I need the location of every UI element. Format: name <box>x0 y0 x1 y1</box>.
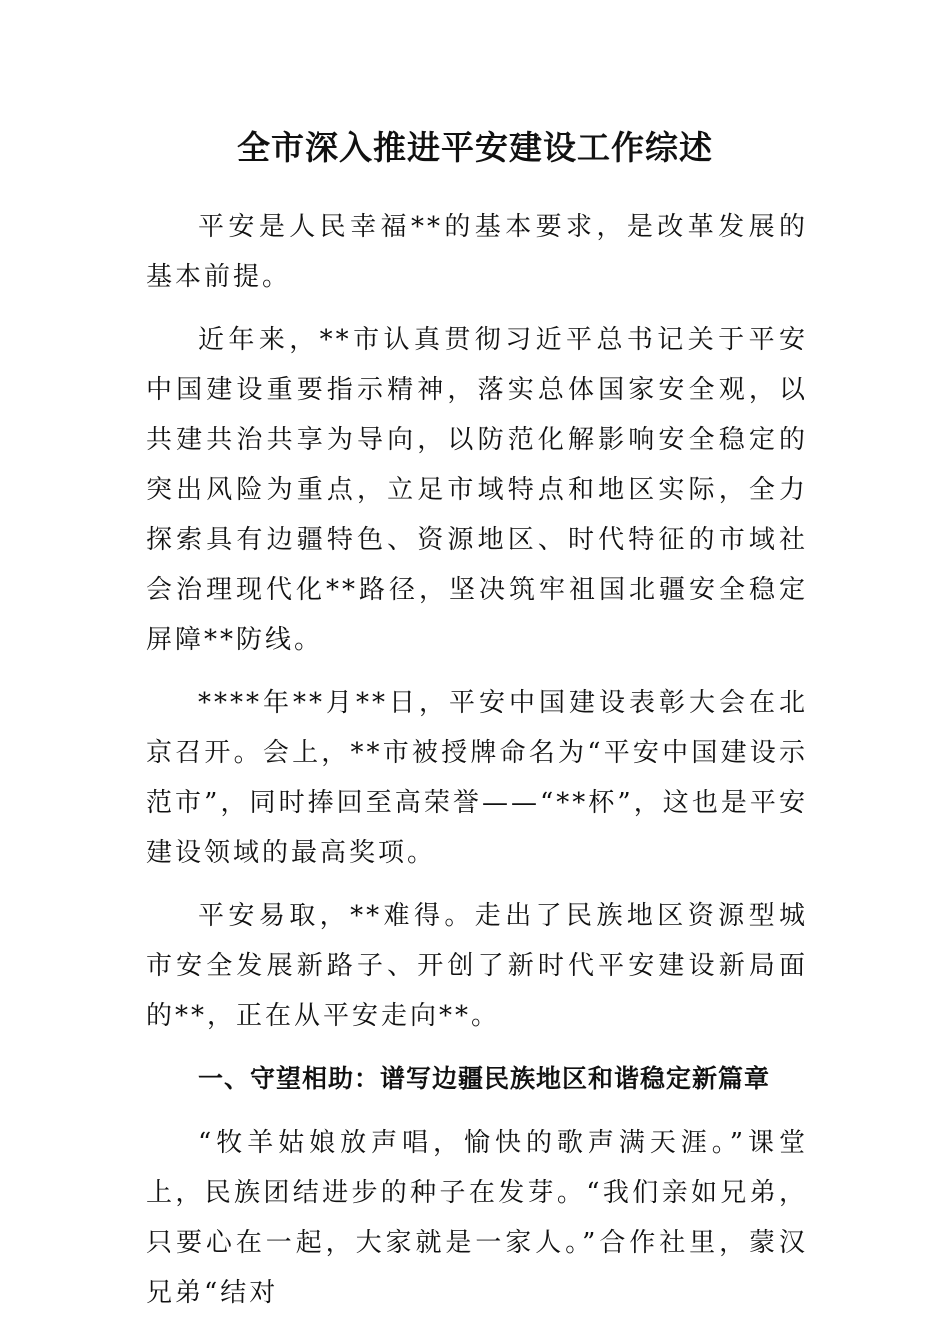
paragraph-summary: 平安易取，**难得。走出了民族地区资源型城市安全发展新路子、开创了新时代平安建设新局面的**，正在从平安走向**。 <box>146 901 808 1031</box>
paragraph-section-one: “牧羊姑娘放声唱，愉快的歌声满天涯。”课堂上，民族团结进步的种子在发芽。“我们亲如兄弟，只要心在一起，大家就是一家人。”合作社里，蒙汉兄弟“结对 <box>146 1128 808 1308</box>
paragraph-award: ****年**月**日，平安中国建设表彰大会在北京召开。会上，**市被授牌命名为“平安中国建设示范市”，同时捧回至高荣誉——“**杯”，这也是平安建设领域的最高奖项。 <box>146 688 808 868</box>
document-title: 全市深入推进平安建设工作综述 <box>237 128 713 167</box>
paragraph-recent-years: 近年来，**市认真贯彻习近平总书记关于平安中国建设重要指示精神，落实总体国家安全观，以共建共治共享为导向，以防范化解影响安全稳定的突出风险为重点，立足市域特点和地区实际，全力探索具有边疆特色、资源地区、时代特征的市域社会治理现代化**路径，坚决筑牢祖国北疆安全稳定屏障**防线。 <box>146 325 808 655</box>
document-body <box>146 202 808 1331</box>
paragraph-intro: 平安是人民幸福**的基本要求，是改革发展的基本前提。 <box>146 212 808 292</box>
section-heading: 一、守望相助：谱写边疆民族地区和谐稳定新篇章 <box>198 1064 771 1093</box>
